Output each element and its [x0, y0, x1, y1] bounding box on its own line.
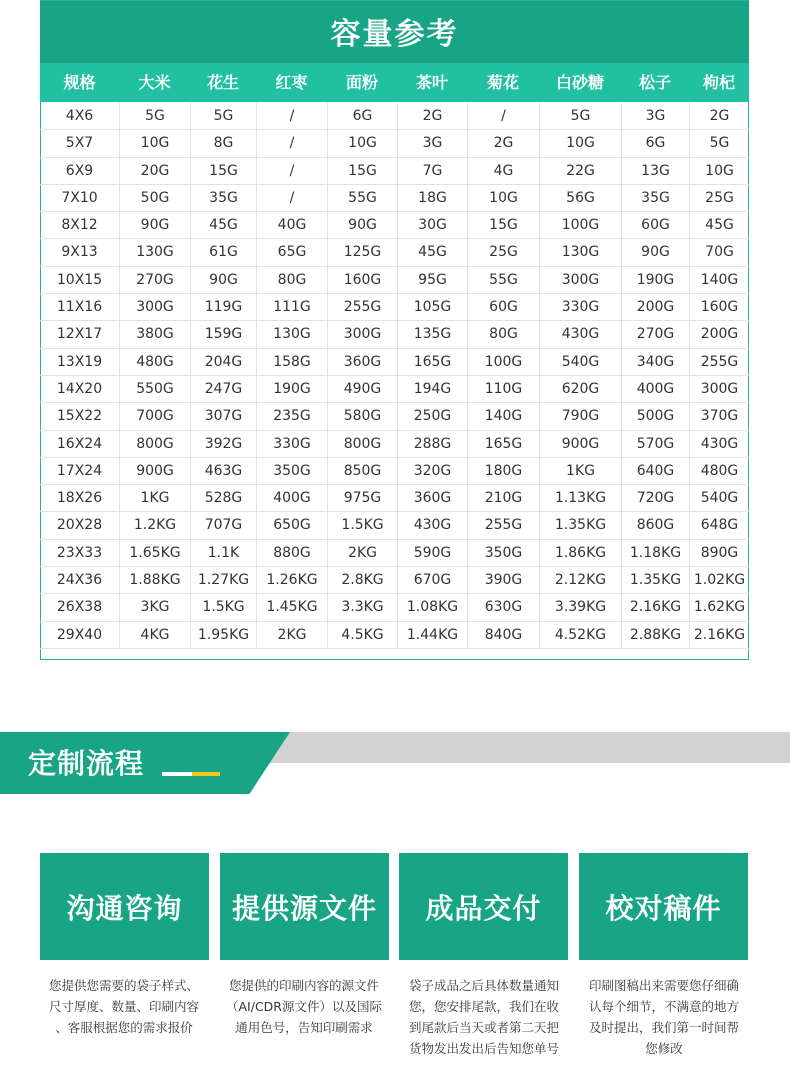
step-3-desc-line: 货物发出发出后告知您单号 — [408, 1041, 559, 1056]
capacity-cell: 80G — [467, 321, 539, 347]
size-cell: 29X40 — [56, 626, 103, 643]
capacity-cell: 540G — [689, 485, 749, 511]
capacity-cell: 1.08KG — [397, 594, 467, 620]
capacity-cell: 61G — [190, 239, 256, 265]
capacity-cell: 10G — [539, 130, 621, 156]
capacity-cell: 135G — [397, 321, 467, 347]
capacity-cell: 2KG — [256, 622, 327, 648]
capacity-cell: 390G — [467, 567, 539, 593]
size-cell: 16X24 — [56, 435, 103, 452]
capacity-cell: 60G — [467, 294, 539, 320]
step-2-desc-line: 通用色号，告知印刷需求 — [235, 1020, 373, 1035]
capacity-header-cell: 大米 — [138, 73, 171, 92]
size-cell: 17X24 — [56, 462, 103, 479]
capacity-cell: 160G — [689, 294, 749, 320]
capacity-cell: 1.86KG — [539, 540, 621, 566]
capacity-cell: 648G — [689, 512, 749, 538]
step-4-desc-line: 印刷图稿出来需要您仔细确 — [588, 978, 739, 993]
size-cell: 26X38 — [56, 599, 103, 616]
capacity-header-cell: 红枣 — [275, 73, 308, 92]
capacity-cell: 210G — [467, 485, 539, 511]
capacity-cell: 350G — [256, 458, 327, 484]
step-3-desc-line: 到尾款后当天或者第二天把 — [408, 1020, 559, 1035]
step-4-title: 校对稿件 — [605, 891, 722, 925]
table-row — [40, 349, 749, 376]
table-row — [40, 267, 749, 294]
step-3-desc-line: 袋子成品之后具体数量通知 — [408, 978, 559, 993]
step-3-title: 成品交付 — [425, 891, 542, 925]
capacity-cell: 130G — [256, 321, 327, 347]
capacity-cell: 3.39KG — [539, 594, 621, 620]
capacity-cell: 1.13KG — [539, 485, 621, 511]
step-3-desc-line: 您，您安排尾款，我们在收 — [408, 999, 559, 1014]
capacity-cell: 180G — [467, 458, 539, 484]
step-3-box — [399, 853, 568, 960]
table-row — [40, 567, 749, 594]
capacity-cell: 190G — [621, 267, 689, 293]
capacity-cell: 13G — [621, 158, 689, 184]
capacity-cell: 528G — [190, 485, 256, 511]
capacity-cell: 630G — [467, 594, 539, 620]
capacity-cell: / — [256, 185, 327, 211]
table-row — [40, 594, 749, 621]
capacity-cell: 540G — [539, 349, 621, 375]
capacity-cell: 400G — [621, 376, 689, 402]
capacity-cell: 235G — [256, 403, 327, 429]
capacity-cell: 204G — [190, 349, 256, 375]
size-cell: 5X7 — [65, 135, 94, 152]
capacity-cell: 707G — [190, 512, 256, 538]
table-row — [40, 431, 749, 458]
step-2-box — [220, 853, 389, 960]
capacity-cell: 4KG — [119, 622, 190, 648]
capacity-cell: 110G — [467, 376, 539, 402]
capacity-cell: 4.5KG — [327, 622, 397, 648]
capacity-cell: 158G — [256, 349, 327, 375]
capacity-cell: 500G — [621, 403, 689, 429]
capacity-cell: 900G — [119, 458, 190, 484]
process-title: 定制流程 — [28, 747, 145, 780]
capacity-cell: 1.62KG — [689, 594, 749, 620]
capacity-cell: 1.95KG — [190, 622, 256, 648]
capacity-cell: 350G — [467, 540, 539, 566]
banner-underline-white — [162, 772, 192, 776]
capacity-cell: 5G — [190, 103, 256, 129]
capacity-title: 容量参考 — [330, 17, 459, 52]
capacity-cell: 300G — [689, 376, 749, 402]
table-row — [40, 321, 749, 348]
capacity-cell: 580G — [327, 403, 397, 429]
capacity-cell: 590G — [397, 540, 467, 566]
capacity-cell: 70G — [689, 239, 749, 265]
size-cell: 10X15 — [56, 271, 103, 288]
step-1-desc-line: 您提供您需要的袋子样式、 — [48, 978, 199, 993]
capacity-cell: 160G — [327, 267, 397, 293]
capacity-header-cell: 菊花 — [486, 73, 519, 92]
capacity-cell: 2G — [467, 130, 539, 156]
step-3-description — [398, 975, 570, 1059]
capacity-cell: 1.88KG — [119, 567, 190, 593]
size-cell: 7X10 — [61, 189, 98, 206]
capacity-cell: 18G — [397, 185, 467, 211]
capacity-cell: 340G — [621, 349, 689, 375]
capacity-cell: 4.52KG — [539, 622, 621, 648]
capacity-cell: 380G — [119, 321, 190, 347]
capacity-cell: 255G — [327, 294, 397, 320]
capacity-cell: 20G — [119, 158, 190, 184]
capacity-cell: 255G — [689, 349, 749, 375]
capacity-cell: 165G — [397, 349, 467, 375]
capacity-cell: 45G — [689, 212, 749, 238]
capacity-cell: 10G — [327, 130, 397, 156]
capacity-cell: 1KG — [539, 458, 621, 484]
capacity-header-cell: 白砂糖 — [555, 73, 604, 92]
capacity-cell: 480G — [119, 349, 190, 375]
capacity-cell: 55G — [467, 267, 539, 293]
step-2-desc-line: 您提供的印刷内容的源文件 — [228, 978, 379, 993]
capacity-cell: 55G — [327, 185, 397, 211]
capacity-cell: 250G — [397, 403, 467, 429]
capacity-cell: 3G — [621, 103, 689, 129]
capacity-cell: 65G — [256, 239, 327, 265]
capacity-cell: 1.2KG — [119, 512, 190, 538]
capacity-cell: 463G — [190, 458, 256, 484]
capacity-header-row — [40, 63, 749, 102]
step-1-desc-line: 、客服根据您的需求报价 — [55, 1020, 193, 1035]
capacity-header-cell: 松子 — [638, 73, 671, 92]
capacity-cell: 100G — [539, 212, 621, 238]
step-4-box — [579, 853, 748, 960]
table-row — [40, 403, 749, 430]
capacity-cell: 159G — [190, 321, 256, 347]
capacity-cell: 10G — [467, 185, 539, 211]
table-row — [40, 376, 749, 403]
capacity-rows — [40, 103, 749, 649]
capacity-cell: 640G — [621, 458, 689, 484]
size-cell: 6X9 — [65, 162, 94, 179]
capacity-cell: 800G — [327, 431, 397, 457]
capacity-header-cell: 面粉 — [345, 73, 378, 92]
capacity-cell: 5G — [119, 103, 190, 129]
size-cell: 18X26 — [56, 490, 103, 507]
capacity-cell: 15G — [327, 158, 397, 184]
step-1-title: 沟通咨询 — [66, 891, 183, 925]
capacity-cell: 255G — [467, 512, 539, 538]
capacity-cell: 190G — [256, 376, 327, 402]
capacity-cell: 140G — [689, 267, 749, 293]
capacity-cell: 700G — [119, 403, 190, 429]
capacity-cell: 25G — [467, 239, 539, 265]
capacity-cell: 270G — [119, 267, 190, 293]
step-1-description — [38, 975, 210, 1038]
capacity-cell: 1.35KG — [621, 567, 689, 593]
table-row — [40, 158, 749, 185]
capacity-cell: 105G — [397, 294, 467, 320]
capacity-cell: 90G — [621, 239, 689, 265]
table-row — [40, 622, 749, 649]
capacity-cell: 200G — [621, 294, 689, 320]
capacity-cell: 2KG — [327, 540, 397, 566]
capacity-cell: 5G — [689, 130, 749, 156]
capacity-cell: 1.44KG — [397, 622, 467, 648]
capacity-cell: 90G — [327, 212, 397, 238]
banner-underline-yellow — [192, 772, 220, 776]
capacity-cell: 247G — [190, 376, 256, 402]
capacity-cell: / — [256, 103, 327, 129]
step-4-desc-line: 及时提出，我们第一时间帮 — [588, 1020, 739, 1035]
capacity-cell: 720G — [621, 485, 689, 511]
capacity-cell: 430G — [689, 431, 749, 457]
size-cell: 20X28 — [56, 517, 103, 534]
capacity-cell: 80G — [256, 267, 327, 293]
capacity-cell: 1.18KG — [621, 540, 689, 566]
capacity-cell: 392G — [190, 431, 256, 457]
capacity-cell: 10G — [119, 130, 190, 156]
capacity-cell: 165G — [467, 431, 539, 457]
capacity-cell: 10G — [689, 158, 749, 184]
capacity-cell: 15G — [467, 212, 539, 238]
size-cell: 23X33 — [56, 544, 103, 561]
capacity-cell: 790G — [539, 403, 621, 429]
capacity-cell: 2.16KG — [689, 622, 749, 648]
capacity-title-bar — [40, 1, 749, 63]
capacity-cell: 30G — [397, 212, 467, 238]
capacity-cell: 100G — [467, 349, 539, 375]
capacity-cell: 111G — [256, 294, 327, 320]
capacity-cell: 300G — [539, 267, 621, 293]
capacity-cell: 890G — [689, 540, 749, 566]
table-row — [40, 485, 749, 512]
capacity-cell: 360G — [327, 349, 397, 375]
capacity-cell: 320G — [397, 458, 467, 484]
capacity-header-cell: 规格 — [63, 73, 96, 92]
capacity-cell: 25G — [689, 185, 749, 211]
table-row — [40, 130, 749, 157]
capacity-cell: 2.12KG — [539, 567, 621, 593]
capacity-cell: 1.65KG — [119, 540, 190, 566]
capacity-cell: 840G — [467, 622, 539, 648]
table-row — [40, 512, 749, 539]
capacity-cell: 90G — [119, 212, 190, 238]
capacity-cell: 480G — [689, 458, 749, 484]
table-row — [40, 458, 749, 485]
capacity-cell: / — [256, 158, 327, 184]
capacity-cell: 35G — [621, 185, 689, 211]
size-cell: 24X36 — [56, 572, 103, 589]
step-2-desc-line: （AI/CDR源文件）以及国际 — [226, 999, 382, 1014]
capacity-cell: 194G — [397, 376, 467, 402]
size-cell: 14X20 — [56, 380, 103, 397]
capacity-cell: 2.8KG — [327, 567, 397, 593]
capacity-cell: 850G — [327, 458, 397, 484]
capacity-cell: 900G — [539, 431, 621, 457]
capacity-cell: 90G — [190, 267, 256, 293]
capacity-cell: 22G — [539, 158, 621, 184]
capacity-cell: 288G — [397, 431, 467, 457]
capacity-header-cell: 枸杞 — [702, 73, 735, 92]
capacity-cell: 975G — [327, 485, 397, 511]
size-cell: 8X12 — [61, 217, 98, 234]
capacity-cell: / — [256, 130, 327, 156]
capacity-cell: 7G — [397, 158, 467, 184]
capacity-cell: 430G — [397, 512, 467, 538]
capacity-cell: 95G — [397, 267, 467, 293]
capacity-cell: 800G — [119, 431, 190, 457]
size-cell: 9X13 — [61, 244, 98, 261]
capacity-cell: 15G — [190, 158, 256, 184]
capacity-cell: 400G — [256, 485, 327, 511]
capacity-cell: 3KG — [119, 594, 190, 620]
step-4-desc-line: 您修改 — [645, 1041, 683, 1056]
banner-grey-strip — [250, 732, 790, 763]
capacity-cell: 650G — [256, 512, 327, 538]
capacity-cell: 3.3KG — [327, 594, 397, 620]
capacity-cell: 45G — [190, 212, 256, 238]
size-cell: 12X17 — [56, 326, 103, 343]
capacity-cell: 119G — [190, 294, 256, 320]
capacity-cell: 4G — [467, 158, 539, 184]
table-row — [40, 540, 749, 567]
capacity-cell: 125G — [327, 239, 397, 265]
capacity-cell: 1.45KG — [256, 594, 327, 620]
capacity-cell: 2.88KG — [621, 622, 689, 648]
capacity-cell: 6G — [327, 103, 397, 129]
size-cell: 11X16 — [56, 299, 103, 316]
capacity-cell: 2G — [397, 103, 467, 129]
capacity-cell: 307G — [190, 403, 256, 429]
capacity-cell: 130G — [119, 239, 190, 265]
size-cell: 13X19 — [56, 353, 103, 370]
table-row — [40, 185, 749, 212]
step-2-title: 提供源文件 — [231, 891, 377, 925]
step-2-description — [218, 975, 390, 1038]
capacity-cell: 5G — [539, 103, 621, 129]
table-row — [40, 103, 749, 130]
capacity-cell: 130G — [539, 239, 621, 265]
capacity-header-cell: 花生 — [206, 73, 239, 92]
capacity-cell: 40G — [256, 212, 327, 238]
step-4-description — [578, 975, 750, 1059]
capacity-cell: 60G — [621, 212, 689, 238]
capacity-cell: 860G — [621, 512, 689, 538]
capacity-cell: 8G — [190, 130, 256, 156]
capacity-cell: 2.16KG — [621, 594, 689, 620]
size-cell: 4X6 — [65, 108, 94, 124]
table-row — [40, 212, 749, 239]
capacity-cell: 370G — [689, 403, 749, 429]
capacity-cell: 570G — [621, 431, 689, 457]
capacity-cell: 490G — [327, 376, 397, 402]
capacity-cell: 45G — [397, 239, 467, 265]
capacity-cell: 430G — [539, 321, 621, 347]
capacity-cell: 300G — [327, 321, 397, 347]
capacity-cell: 140G — [467, 403, 539, 429]
capacity-cell: 1.5KG — [327, 512, 397, 538]
capacity-cell: 880G — [256, 540, 327, 566]
capacity-cell: 300G — [119, 294, 190, 320]
step-1-desc-line: 尺寸厚度、数量、印刷内容 — [48, 999, 199, 1014]
capacity-cell: 330G — [539, 294, 621, 320]
step-4-desc-line: 认每个细节，不满意的地方 — [588, 999, 739, 1014]
capacity-cell: 1KG — [119, 485, 190, 511]
capacity-cell: 50G — [119, 185, 190, 211]
capacity-cell: 1.35KG — [539, 512, 621, 538]
capacity-cell: 1.1K — [190, 540, 256, 566]
capacity-cell: 2G — [689, 103, 749, 129]
size-cell: 15X22 — [56, 408, 103, 425]
capacity-cell: 1.27KG — [190, 567, 256, 593]
capacity-cell: 35G — [190, 185, 256, 211]
capacity-cell: 3G — [397, 130, 467, 156]
capacity-cell: 550G — [119, 376, 190, 402]
capacity-table — [40, 0, 749, 660]
step-1-box — [40, 853, 209, 960]
capacity-cell: / — [467, 103, 539, 129]
table-row — [40, 239, 749, 266]
capacity-cell: 1.02KG — [689, 567, 749, 593]
capacity-cell: 1.26KG — [256, 567, 327, 593]
table-row — [40, 294, 749, 321]
capacity-cell: 670G — [397, 567, 467, 593]
capacity-header-cell: 茶叶 — [415, 73, 448, 92]
capacity-cell: 6G — [621, 130, 689, 156]
capacity-cell: 620G — [539, 376, 621, 402]
capacity-cell: 56G — [539, 185, 621, 211]
capacity-cell: 200G — [689, 321, 749, 347]
capacity-cell: 1.5KG — [190, 594, 256, 620]
capacity-cell: 270G — [621, 321, 689, 347]
capacity-cell: 330G — [256, 431, 327, 457]
capacity-cell: 360G — [397, 485, 467, 511]
